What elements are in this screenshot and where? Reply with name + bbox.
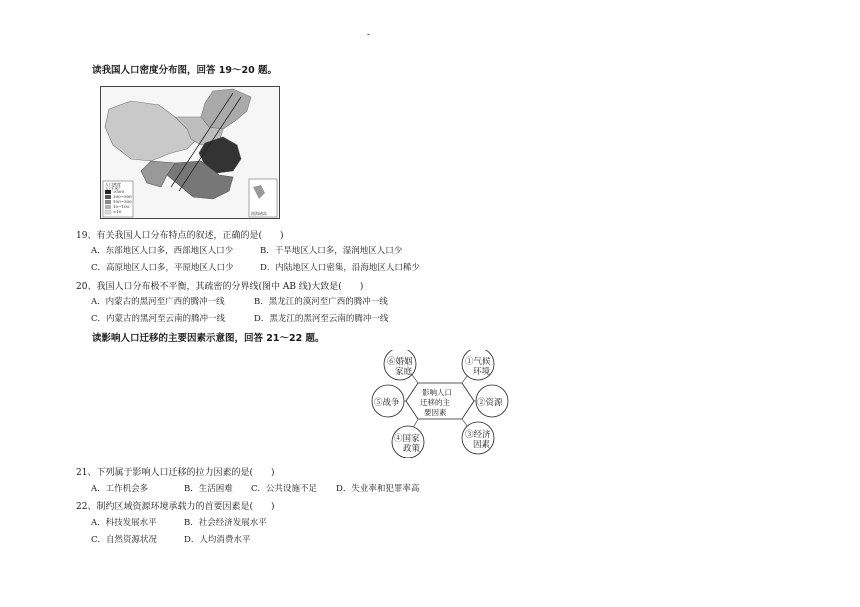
q21-option-d: D．失业率和犯罪率高: [336, 484, 420, 494]
node-4-line-2: 政策: [403, 444, 421, 454]
region-northeast: [201, 89, 251, 129]
legend-unit: 人/千米²: [105, 186, 120, 191]
legend-label-4: 10~100: [113, 204, 130, 209]
q20-option-d: D．黑龙江的黑河至云南的腾冲一线: [254, 314, 389, 324]
node-3-line-2: 因素: [473, 440, 491, 450]
node-4-line-1: ④国家: [394, 434, 420, 444]
q19-option-b: B．干旱地区人口多，湿润地区人口少: [260, 246, 403, 256]
legend-title: 人口密度: [105, 182, 121, 187]
node-5-label: ⑤战争: [374, 398, 400, 408]
legend-swatch-2: [105, 195, 111, 199]
node-6-line-2: 家庭: [395, 367, 413, 377]
q19-option-c: C．高原地区人口多，平原地区人口少: [91, 263, 234, 273]
inset-label: 南海诸岛: [251, 211, 267, 216]
legend-label-3: 100~300: [113, 199, 132, 204]
q19-stem: 19、有关我国人口分布特点的叙述，正确的是( ): [76, 231, 284, 241]
q22-option-c: C．自然资源状况: [91, 535, 158, 545]
legend-label-2: 300~500: [113, 194, 132, 199]
q20-option-a: A．内蒙古的黑河至广西的腾冲一线: [91, 297, 225, 307]
intro-21-22: 读影响人口迁移的主要因素示意图，回答 21～22 题。: [92, 333, 325, 344]
legend-label-5: <10: [113, 209, 122, 214]
node-1-line-2: 环境: [473, 367, 491, 377]
legend-swatch-3: [105, 200, 111, 204]
q22-option-a: A．科技发展水平: [91, 518, 157, 528]
center-line-2: 迁移的主: [420, 398, 450, 407]
q22-option-d: D．人均消费水平: [184, 535, 251, 545]
q19-option-d: D．内陆地区人口密集，沿海地区人口稀少: [260, 263, 420, 273]
center-line-3: 要因素: [424, 408, 447, 417]
legend-swatch-5: [105, 210, 111, 214]
center-line-1: 影响人口: [422, 388, 452, 397]
q21-stem: 21、下列属于影响人口迁移的拉力因素的是( ): [76, 468, 275, 478]
q21-option-b: B．生活困难: [184, 484, 233, 494]
q22-stem: 22、制约区域资源环境承载力的首要因素是( ): [76, 502, 275, 512]
q22-option-b: B．社会经济发展水平: [184, 518, 267, 528]
legend-swatch-4: [105, 205, 111, 209]
q20-option-c: C．内蒙古的黑河至云南的腾冲一线: [91, 314, 226, 324]
node-1-line-1: ①气候: [465, 357, 491, 367]
node-3-line-1: ③经济: [465, 430, 491, 440]
q20-option-b: B．黑龙江的漠河至广西的腾冲一线: [254, 297, 388, 307]
q19-option-a: A．东部地区人口多，西部地区人口少: [91, 246, 234, 256]
q21-option-c: C．公共设施不足: [251, 484, 318, 494]
q21-option-a: A．工作机会多: [91, 484, 149, 494]
intro-19-20: 读我国人口密度分布图，回答 19～20 题。: [92, 65, 278, 76]
q20-stem: 20、我国人口分布极不平衡，其疏密的分界线(图中 AB 线)大致是( ): [76, 282, 364, 292]
migration-factors-diagram: [370, 350, 510, 458]
header-mark: -: [367, 30, 371, 40]
node-6-line-1: ⑥婚姻: [387, 357, 413, 367]
legend-label-1: >500: [113, 189, 124, 194]
population-density-map: [100, 86, 280, 219]
region-west: [105, 101, 197, 161]
node-2-label: ②资源: [477, 398, 503, 408]
